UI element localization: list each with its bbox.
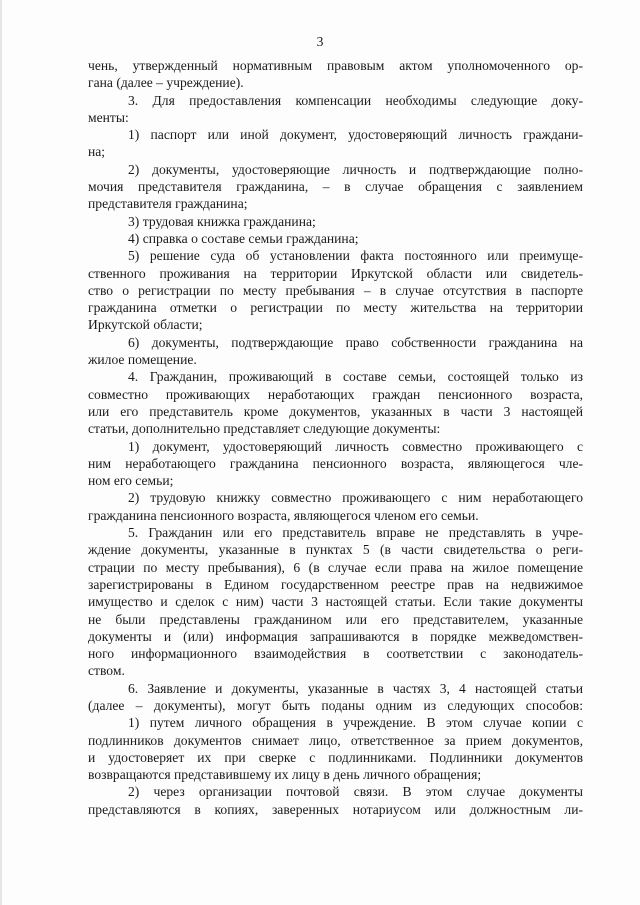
text-line: мочия представителя гражданина, – в случае обращения с заявлением: [88, 179, 583, 195]
text-line: 5) решение суда об установлении факта постоянного или преимуще-: [128, 248, 583, 264]
text-line: ном его семьи;: [88, 473, 174, 489]
text-line: ждение документы, указанные в пунктах 5 (в части свидетельства о реги-: [88, 542, 583, 558]
text-line: возвращаются представившему их лицу в день личного обращения;: [88, 767, 482, 783]
text-line: не были представлены гражданином или его представителем, указанные: [88, 611, 583, 627]
text-line: жилое помещение.: [88, 352, 197, 368]
text-line: (далее – документы), могут быть поданы одним из следующих способов:: [88, 697, 583, 713]
text-line: гражданина пенсионного возраста, являющегося членом его семьи.: [88, 507, 479, 523]
text-line: 6. Заявление и документы, указанные в частях 3, 4 настоящей статьи: [128, 680, 583, 696]
text-line: 1) паспорт или иной документ, удостоверяющий личность граждани-: [128, 127, 583, 143]
text-line: гана (далее – учреждение).: [88, 75, 244, 91]
text-line: Иркутской области;: [88, 317, 203, 333]
text-line: 6) документы, подтверждающие право собственности гражданина на: [128, 334, 583, 350]
scan-edge: [0, 0, 2, 905]
text-line: 5. Гражданин или его представитель вправе не представлять в учре-: [128, 525, 583, 541]
text-line: ним неработающего гражданина пенсионного возраста, являющегося чле-: [88, 455, 583, 471]
text-line: совместно проживающих неработающих граждан пенсионного возраста,: [88, 386, 583, 402]
text-line: представляются в копиях, заверенных нотариусом или должностным ли-: [88, 801, 583, 817]
text-line: 4) справка о составе семьи гражданина;: [128, 230, 359, 246]
text-line: 1) документ, удостоверяющий личность совместно проживающего с: [128, 438, 583, 454]
text-line: или его представитель кроме документов, указанных в части 3 настоящей: [88, 403, 583, 419]
text-line: ственного проживания на территории Иркутской области или свидетель-: [88, 265, 583, 281]
text-line: имущество и сделок с ним) части 3 настоящей статьи. Если такие документы: [88, 594, 583, 610]
text-line: 3. Для предоставления компенсации необходимы следующие доку-: [128, 92, 583, 108]
text-line: 4. Гражданин, проживающий в составе семьи, состоящей только из: [128, 369, 583, 385]
text-line: чень, утвержденный нормативным правовым актом уполномоченного ор-: [88, 58, 583, 73]
text-line: документы и (или) информация запрашиваются в порядке межведомствен-: [88, 628, 583, 644]
page-number: 3: [316, 34, 324, 49]
text-line: ством.: [88, 663, 125, 679]
text-line: 3) трудовая книжка гражданина;: [128, 213, 316, 229]
text-line: статьи, дополнительно представляет следующие документы:: [88, 421, 441, 437]
text-line: ство о регистрации по месту пребывания – в случае отсутствия в паспорте: [88, 282, 583, 298]
text-line: и удостоверяет их при сверке с подлинниками. Подлинники документов: [88, 749, 583, 765]
text-line: менты:: [88, 109, 129, 125]
text-line: на;: [88, 144, 106, 160]
text-line: представителя гражданина;: [88, 196, 248, 212]
text-line: подлинников документов снимает лицо, ответственное за прием документов,: [88, 732, 583, 748]
text-line: страции по месту пребывания), 6 (в случае если права на жилое помещение: [88, 559, 583, 575]
text-line: ного информационного взаимодействия в соответствии с законодатель-: [88, 646, 583, 662]
text-line: зарегистрированы в Едином государственном реестре прав на недвижимое: [88, 576, 583, 592]
text-line: гражданина отметки о регистрации по месту жительства на территории: [88, 300, 583, 316]
text-line: 2) через организации почтовой связи. В этом случае документы: [128, 784, 583, 800]
text-line: 1) путем личного обращения в учреждение. В этом случае копии с: [128, 715, 583, 731]
text-line: 2) документы, удостоверяющие личность и подтверждающие полно-: [128, 161, 583, 177]
document-body: [88, 57, 583, 818]
text-line: 2) трудовую книжку совместно проживающего с ним неработающего: [128, 490, 583, 506]
